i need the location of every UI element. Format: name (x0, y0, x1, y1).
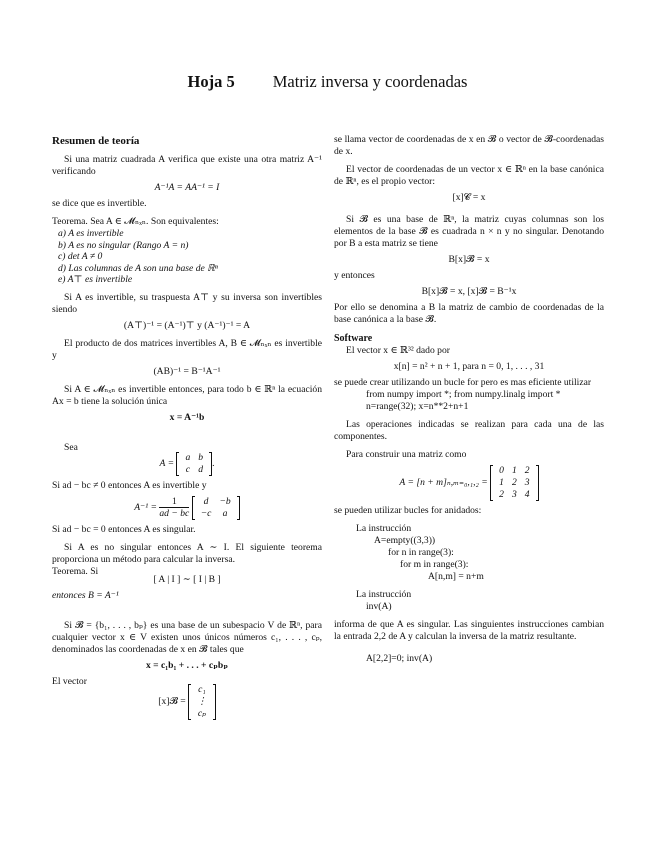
paragraph: El producto de dos matrices invertibles A, B ∈ 𝓜ₙₓₙ es invertible y (52, 337, 322, 361)
equation-lhs: A = (159, 457, 175, 469)
list-item: e) A⊤ es invertible (58, 274, 133, 285)
matrix-cell: c (185, 463, 191, 475)
paragraph: y entonces (334, 270, 375, 281)
matrix (176, 451, 215, 476)
equation: B[x]𝓑 = x (448, 254, 490, 265)
matrix-cell: 2 (524, 465, 530, 476)
paragraph: se puede crear utilizando un bucle for pero es mas eficiente utilizar (334, 377, 592, 388)
matrix-cell: 4 (524, 489, 530, 500)
page-title (0, 72, 655, 92)
paragraph: Si ad − bc ≠ 0 entonces A es invertible y (52, 479, 207, 491)
sheet-number: Hoja 5 (187, 72, 235, 91)
list-item: a) A es invertible (58, 228, 124, 239)
paragraph: Si ad − bc = 0 entonces A es singular. (52, 523, 196, 535)
paragraph: entonces B = A⁻¹ (52, 589, 119, 601)
paragraph: La instrucción (356, 523, 412, 534)
matrix-cell: ⋮ (197, 695, 207, 707)
code-line: for m in range(3): (400, 559, 469, 570)
equation-inverse (52, 496, 322, 520)
code-block (334, 535, 604, 583)
code-block (334, 389, 604, 413)
paragraph: Sea (64, 441, 78, 453)
equation-lhs: [x]𝓑 = (158, 695, 186, 707)
paragraph: Si A ∈ 𝓜ₙₓₙ es invertible entonces, para todo b ∈ ℝⁿ la ecuación Ax = b tiene la solución única (52, 383, 322, 407)
matrix (192, 496, 240, 520)
matrix-cell: 3 (511, 489, 517, 500)
paragraph: Para construir una matriz como (346, 449, 467, 460)
matrix-cell: 2 (499, 489, 504, 500)
matrix-cell: c₁ (198, 683, 206, 695)
code-line: for n in range(3): (388, 547, 454, 558)
matrix-cell: 0 (499, 465, 504, 476)
code-line: A[2,2]=0; inv(A) (366, 653, 433, 664)
matrix-cell: −c (200, 507, 212, 519)
matrix-cell: b (198, 451, 204, 463)
theory-heading: Resumen de teoría (52, 135, 140, 147)
paragraph: Si A es no singular entonces A ∼ I. El siguiente teorema proporciona un método para calcular la inversa. (52, 541, 322, 565)
paragraph: se llama vector de coordenadas de x en 𝓑 o vector de 𝓑-coordenadas de x. (334, 134, 604, 157)
matrix-cell: 1 (511, 465, 517, 476)
paragraph: informa de que A es singular. Las singuientes instrucciones cambian la entrada 2,2 de A y calculan la inversa de la matriz resultante. (334, 619, 604, 642)
theorem-statement: Teorema. Sea A ∈ 𝓜ₙₓₙ. Son equivalentes: (52, 216, 219, 227)
matrix (188, 684, 216, 720)
code-line: inv(A) (366, 601, 392, 612)
equation: x = c₁b₁ + . . . + cₚbₚ (145, 659, 229, 671)
paragraph: Si 𝓑 = {b₁, . . . , bₚ} es una base de un subespacio V de ℝⁿ, para cualquier vector x ∈ V existen unos únicos números c₁, . . . , cₚ, denominados las coordenadas de x en 𝓑 tales que (52, 619, 322, 655)
equation: [x]𝓒 = x (452, 192, 486, 203)
equation-lhs: A⁻¹ = (134, 501, 157, 513)
code-line: from numpy import *; from numpy.linalg import * (366, 389, 561, 400)
equation-dot: . (212, 457, 215, 469)
equation: [ A | I ] ∼ [ I | B ] (153, 573, 221, 585)
matrix-cell: a (222, 507, 228, 519)
software-heading: Software (334, 333, 373, 344)
paragraph: El vector (52, 675, 87, 687)
paragraph: se pueden utilizar bucles for anidados: (334, 505, 482, 516)
paragraph: Si A es invertible, su traspuesta A⊤ y su inversa son invertibles siendo (52, 291, 322, 315)
code-line: n=range(32); x=n**2+n+1 (366, 401, 469, 412)
paragraph: Por ello se denomina a B la matriz de cambio de coordenadas de la base canónica a la base 𝓑. (334, 302, 604, 325)
fraction-numerator: 1 (159, 496, 189, 508)
matrix-cell: 3 (524, 477, 530, 488)
equation: A⁻¹A = AA⁻¹ = I (154, 182, 220, 193)
code-line: A[n,m] = n+m (428, 571, 484, 582)
paragraph: El vector x ∈ ℝ³² dado por (346, 345, 450, 356)
theorem-statement: Teorema. Si (52, 565, 99, 577)
equation: (AB)⁻¹ = B⁻¹A⁻¹ (153, 365, 221, 377)
list-item: b) A es no singular (Rango A = n) (58, 239, 189, 251)
list-item: d) Las columnas de A son una base de ℝⁿ (58, 262, 218, 274)
paragraph: se dice que es invertible. (52, 198, 147, 209)
sheet-title: Matriz inversa y coordenadas (272, 72, 468, 91)
list-item: c) det A ≠ 0 (58, 251, 103, 262)
equation: x = A⁻¹b (169, 411, 205, 423)
matrix-cell: 2 (511, 477, 517, 488)
equation: B[x]𝓑 = x, [x]𝓑 = B⁻¹x (421, 286, 517, 297)
equivalence-list (52, 228, 322, 286)
matrix (490, 465, 538, 501)
equation-coordinates (52, 684, 322, 720)
equation: (A⊤)⁻¹ = (A⁻¹)⊤ y (A⁻¹)⁻¹ = A (123, 319, 251, 331)
matrix-cell: d (203, 495, 209, 507)
matrix-cell: 1 (499, 477, 504, 488)
left-column (52, 134, 322, 724)
paragraph: Si una matriz cuadrada A verifica que existe una otra matriz A⁻¹ verificando (52, 154, 322, 177)
fraction-denominator: ad − bc (159, 508, 190, 519)
matrix-cell: a (185, 451, 191, 463)
matrix-cell: d (198, 463, 204, 475)
equation-matrix-nm (334, 465, 604, 501)
matrix-cell: −b (219, 495, 231, 507)
paragraph: El vector de coordenadas de un vector x ∈ ℝⁿ en la base canónica de ℝⁿ, es el propio vector: (334, 164, 604, 187)
equation: x[n] = n² + n + 1, para n = 0, 1, . . . , 31 (393, 361, 545, 372)
matrix-cell: cₚ (197, 707, 206, 719)
paragraph: La instrucción (356, 589, 412, 600)
paragraph: Las operaciones indicadas se realizan para cada una de las componentes. (334, 419, 604, 442)
fraction (159, 496, 189, 519)
right-column (334, 134, 604, 665)
equation-lhs: A = [n + m]ₙ,ₘ₌₀,₁,₂ = (399, 477, 488, 489)
equation-matrix-a (52, 452, 322, 476)
paragraph: Si 𝓑 es una base de ℝⁿ, la matriz cuyas columnas son los elementos de la base 𝓑 es cuadrada n × n y no singular. Denotando por B a esta matriz se tiene (334, 214, 604, 249)
code-line: A=empty((3,3)) (374, 535, 436, 546)
